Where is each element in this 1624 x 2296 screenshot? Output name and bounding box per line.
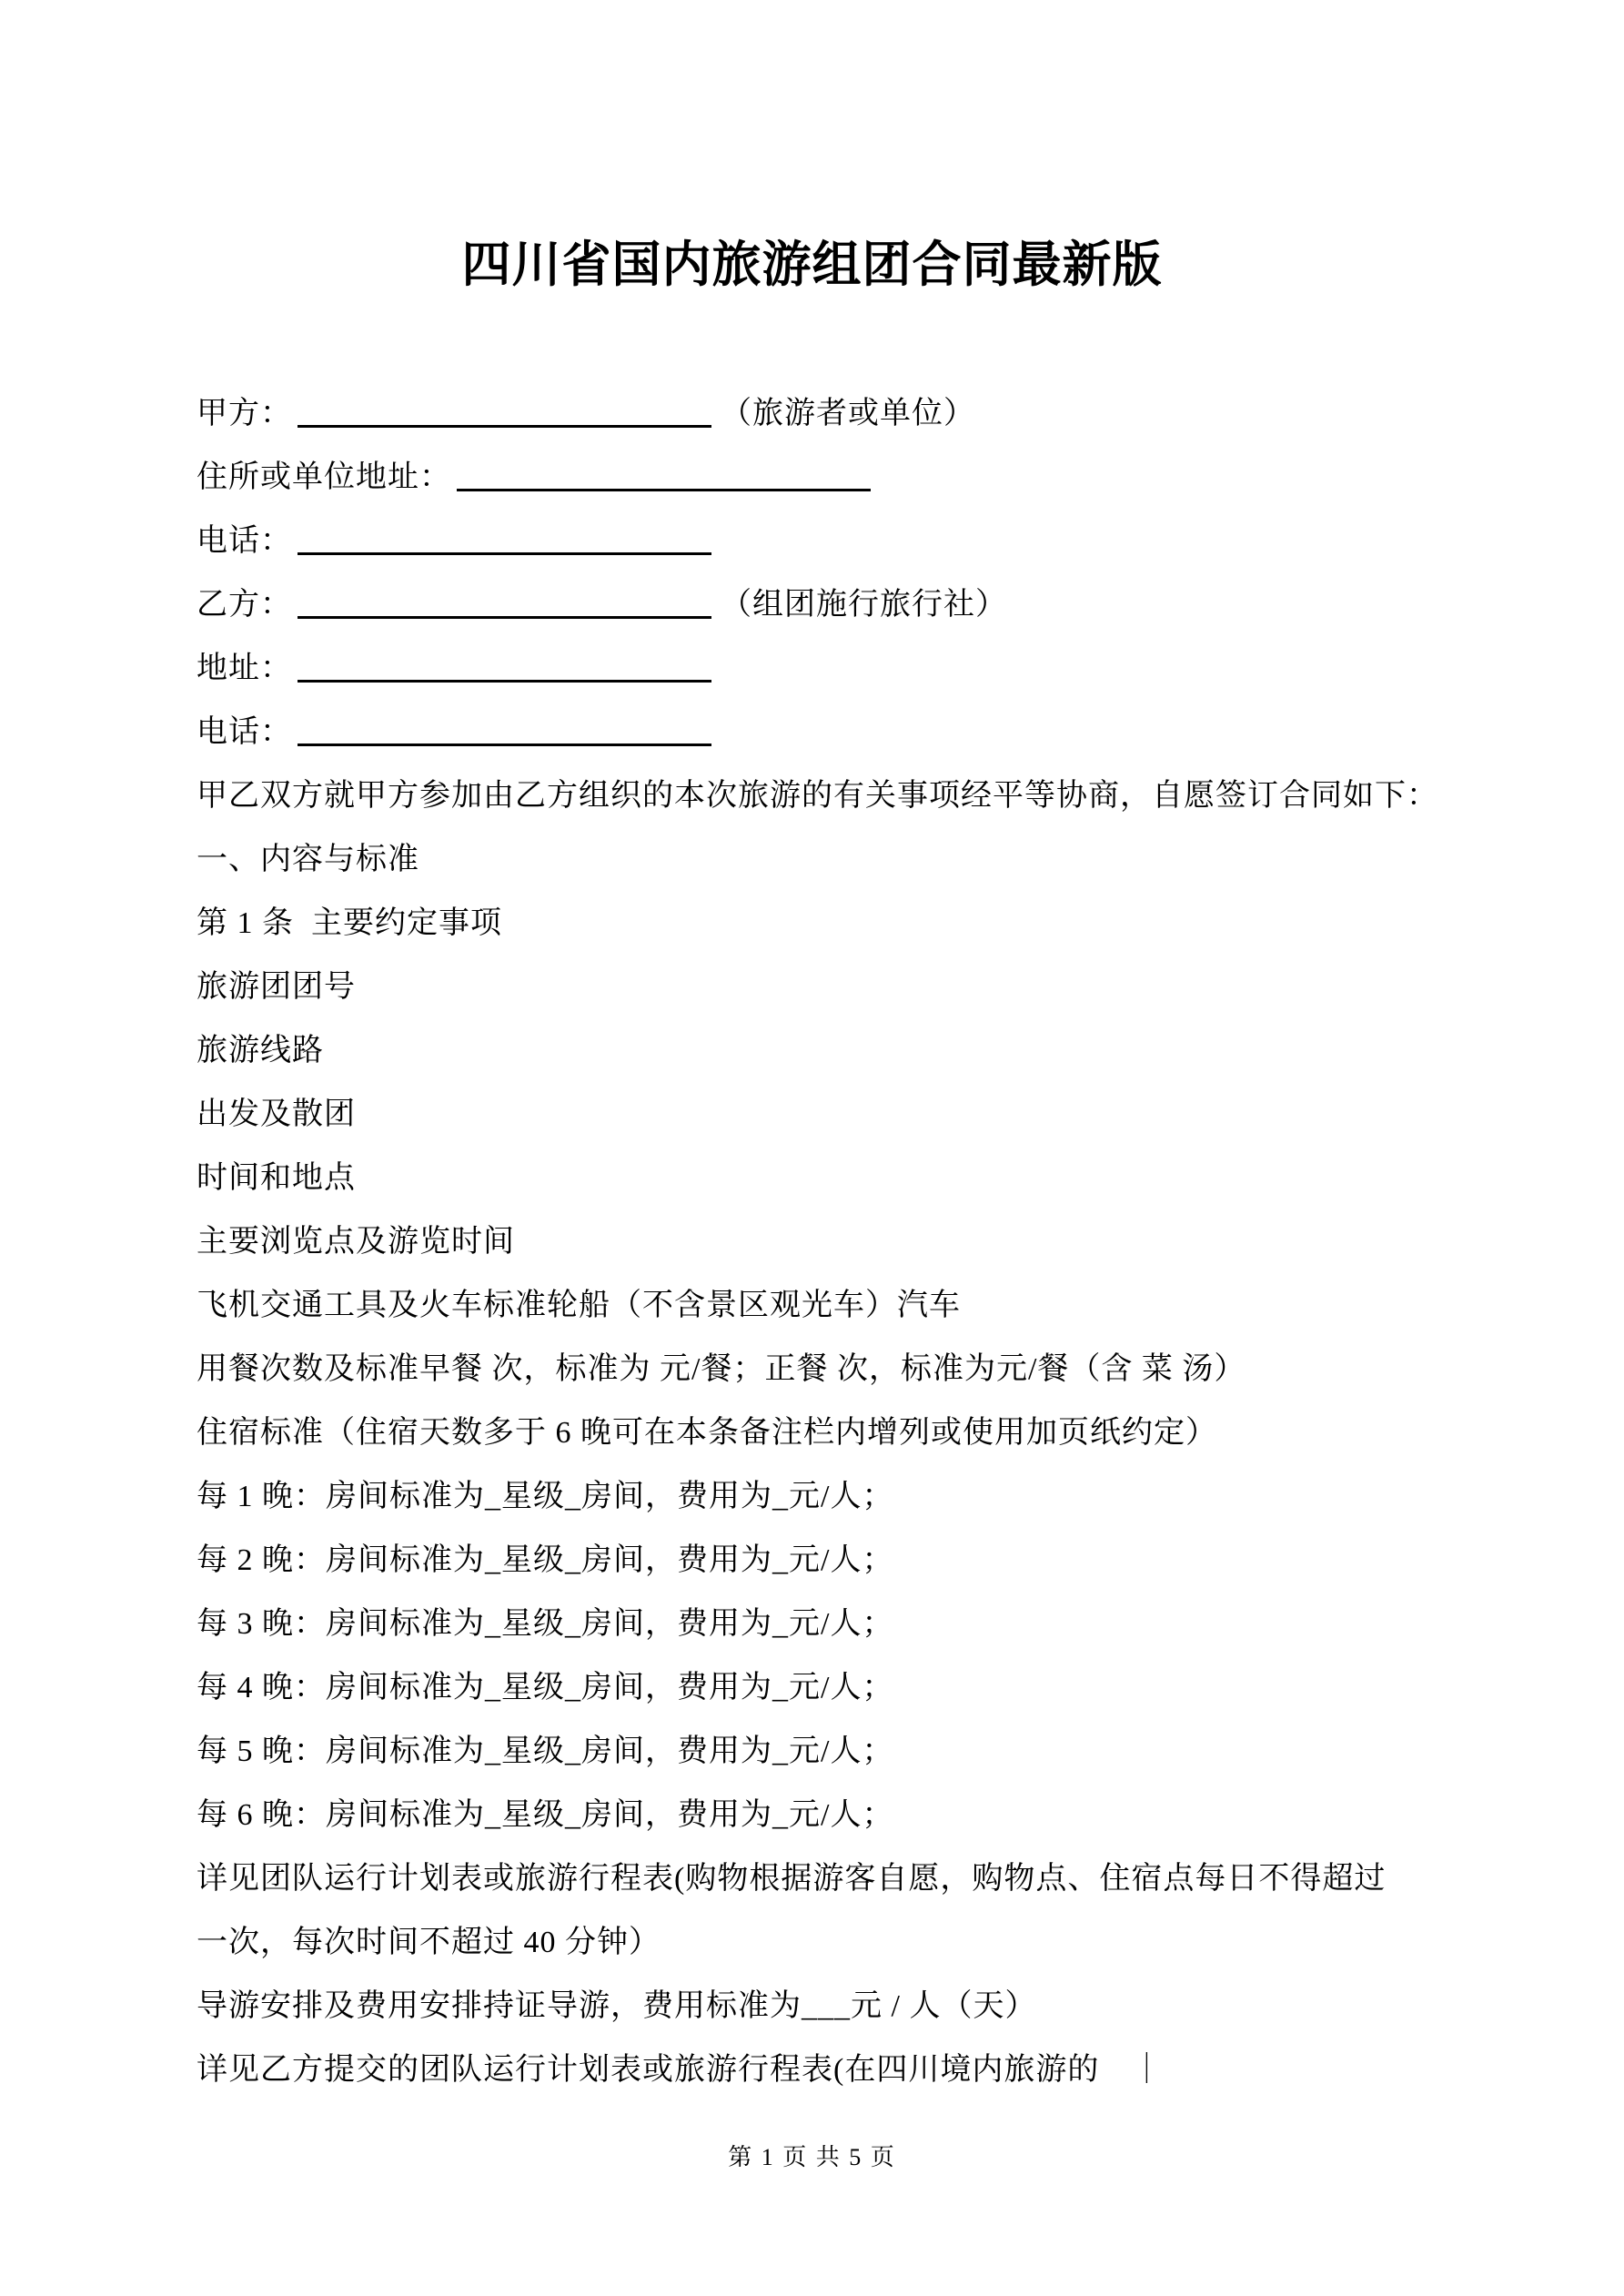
fill-in-blank (457, 481, 871, 491)
departure-dismissal-line: 出发及散团 (197, 1097, 356, 1131)
fill-in-blank (298, 609, 711, 619)
fill-in-blank (298, 545, 711, 555)
transportation-line: 飞机交通工具及火车标准轮船（不含景区观光车）汽车 (197, 1289, 961, 1322)
main-sights-line: 主要浏览点及游览时间 (197, 1225, 515, 1259)
party-a-address-line (197, 446, 1463, 510)
tour-route-line: 旅游线路 (197, 1034, 324, 1067)
form-label: 甲方： (197, 397, 292, 430)
itinerary-note-line-2: 一次，每次时间不超过 40 分钟） (197, 1926, 661, 1959)
fill-in-blank (298, 418, 711, 428)
party-a-line (197, 382, 1463, 446)
night-3-line: 每 3 晚：房间标准为_星级_房间，费用为_元/人； (197, 1607, 894, 1641)
night-1-line: 每 1 晚：房间标准为_星级_房间，费用为_元/人； (197, 1480, 894, 1513)
lodging-standard-line: 住宿标准（住宿天数多于 6 晚可在本条备注栏内增列或使用加页纸约定） (197, 1416, 1217, 1450)
form-note: （组团施行旅行社） (721, 588, 1007, 622)
form-label: 乙方： (197, 588, 292, 622)
tour-group-number-line: 旅游团团号 (197, 970, 356, 1004)
document-body (197, 382, 1463, 2102)
night-6-line: 每 6 晚：房间标准为_星级_房间，费用为_元/人； (197, 1798, 894, 1832)
night-4-line: 每 4 晚：房间标准为_星级_房间，费用为_元/人； (197, 1671, 894, 1704)
page-footer: 第 1 页 共 5 页 (728, 2144, 896, 2170)
night-2-line: 每 2 晚：房间标准为_星级_房间，费用为_元/人； (197, 1543, 894, 1577)
party-b-address-line (197, 637, 1463, 701)
intro-line: 甲乙双方就甲方参加由乙方组织的本次旅游的有关事项经平等协商，自愿签订合同如下： (197, 779, 1438, 813)
form-note: （旅游者或单位） (721, 397, 975, 430)
itinerary-reference-line: 详见乙方提交的团队运行计划表或旅游行程表(在四川境内旅游的 ｜ (197, 2053, 1164, 2087)
section-1-heading: 一、内容与标准 (197, 843, 419, 876)
night-5-line: 每 5 晚：房间标准为_星级_房间，费用为_元/人； (197, 1735, 894, 1768)
party-b-line (197, 573, 1463, 637)
meals-line: 用餐次数及标准早餐 次，标准为 元/餐；正餐 次，标准为元/餐（含 菜 汤） (197, 1352, 1246, 1386)
document-title: 四川省国内旅游组团合同最新版 (461, 238, 1163, 292)
party-a-phone-line (197, 510, 1463, 573)
form-label: 电话： (197, 715, 292, 749)
fill-in-blank (298, 736, 711, 746)
form-label: 电话： (197, 524, 292, 558)
form-label: 住所或单位地址： (197, 460, 451, 494)
clause-1-heading: 第 1 条 主要约定事项 (197, 906, 502, 940)
form-label: 地址： (197, 652, 292, 685)
guide-fee-line: 导游安排及费用安排持证导游，费用标准为___元 / 人（天） (197, 1989, 1037, 2023)
fill-in-blank (298, 673, 711, 683)
party-b-phone-line (197, 701, 1463, 764)
itinerary-note-line-1: 详见团队运行计划表或旅游行程表(购物根据游客自愿，购物点、住宿点每日不得超过 (197, 1862, 1387, 1896)
time-and-place-line: 时间和地点 (197, 1161, 356, 1195)
